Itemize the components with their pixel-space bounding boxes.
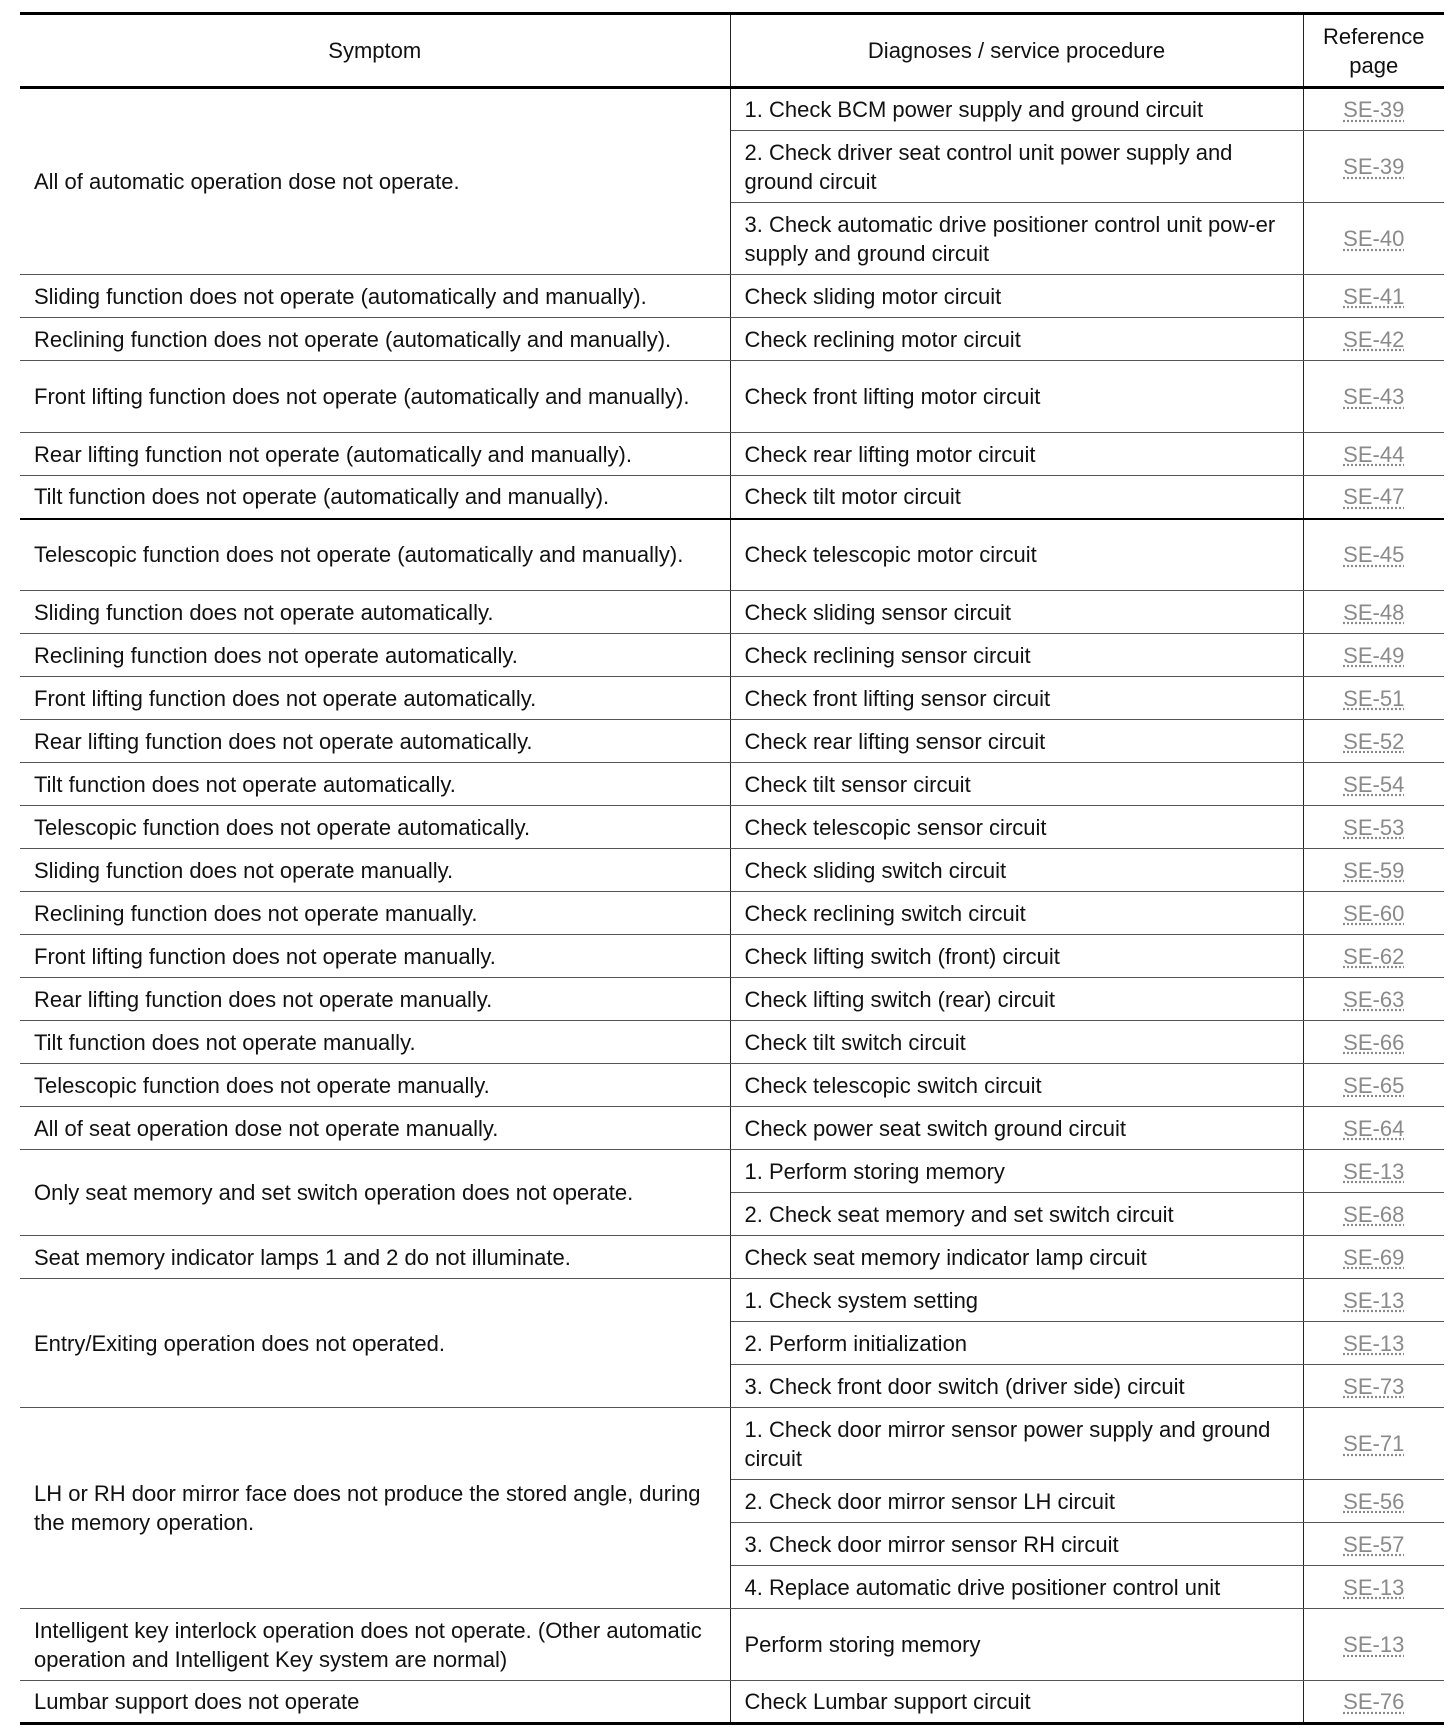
reference-link[interactable]: SE-69	[1343, 1244, 1405, 1270]
symptom-cell: Rear lifting function does not operate automatically.	[20, 720, 730, 763]
symptom-cell: Telescopic function does not operate (automatically and manually).	[20, 519, 730, 591]
table-row	[20, 361, 1444, 433]
reference-cell	[1303, 677, 1444, 720]
reference-cell	[1303, 275, 1444, 318]
reference-cell	[1303, 1193, 1444, 1236]
procedure-cell: 3. Check front door switch (driver side) circuit	[730, 1365, 1303, 1408]
procedure-cell: Check sliding switch circuit	[730, 849, 1303, 892]
symptom-cell: Entry/Exiting operation does not operated.	[20, 1279, 730, 1408]
table-row	[20, 318, 1444, 361]
reference-cell	[1303, 203, 1444, 275]
reference-cell	[1303, 634, 1444, 677]
symptom-cell: Front lifting function does not operate automatically.	[20, 677, 730, 720]
reference-link[interactable]: SE-13	[1343, 1287, 1405, 1313]
procedure-cell: Check seat memory indicator lamp circuit	[730, 1236, 1303, 1279]
symptom-cell: Tilt function does not operate (automatically and manually).	[20, 476, 730, 519]
header-symptom: Symptom	[20, 14, 730, 88]
reference-cell	[1303, 1609, 1444, 1681]
reference-link[interactable]: SE-68	[1343, 1201, 1405, 1227]
symptom-cell: Sliding function does not operate manually.	[20, 849, 730, 892]
reference-link[interactable]: SE-13	[1343, 1574, 1405, 1600]
procedure-cell: Check telescopic sensor circuit	[730, 806, 1303, 849]
symptom-cell: Seat memory indicator lamps 1 and 2 do not illuminate.	[20, 1236, 730, 1279]
reference-link[interactable]: SE-45	[1343, 542, 1405, 568]
procedure-cell: Check rear lifting sensor circuit	[730, 720, 1303, 763]
reference-cell	[1303, 433, 1444, 476]
symptom-cell: Telescopic function does not operate manually.	[20, 1064, 730, 1107]
procedure-cell: Check power seat switch ground circuit	[730, 1107, 1303, 1150]
reference-cell	[1303, 1566, 1444, 1609]
diagnosis-table	[20, 12, 1444, 1725]
table-row	[20, 476, 1444, 519]
reference-link[interactable]: SE-76	[1343, 1689, 1405, 1714]
reference-cell	[1303, 978, 1444, 1021]
table-row	[20, 275, 1444, 318]
table-row	[20, 720, 1444, 763]
reference-link[interactable]: SE-48	[1343, 599, 1405, 625]
procedure-cell: Check front lifting motor circuit	[730, 361, 1303, 433]
reference-link[interactable]: SE-13	[1343, 1632, 1405, 1657]
table-row	[20, 892, 1444, 935]
table-row	[20, 88, 1444, 131]
reference-link[interactable]: SE-57	[1343, 1531, 1405, 1557]
reference-link[interactable]: SE-71	[1343, 1431, 1405, 1456]
procedure-cell: Check rear lifting motor circuit	[730, 433, 1303, 476]
table-row	[20, 1064, 1444, 1107]
reference-link[interactable]: SE-59	[1343, 857, 1405, 883]
reference-cell	[1303, 1107, 1444, 1150]
procedure-cell: Check telescopic switch circuit	[730, 1064, 1303, 1107]
reference-cell	[1303, 476, 1444, 519]
symptom-cell: Reclining function does not operate manually.	[20, 892, 730, 935]
symptom-cell: Sliding function does not operate (automatically and manually).	[20, 275, 730, 318]
procedure-cell: Check reclining switch circuit	[730, 892, 1303, 935]
procedure-cell: Check tilt switch circuit	[730, 1021, 1303, 1064]
reference-link[interactable]: SE-65	[1343, 1072, 1405, 1098]
symptom-cell: Tilt function does not operate manually.	[20, 1021, 730, 1064]
table-row	[20, 1609, 1444, 1681]
reference-link[interactable]: SE-53	[1343, 814, 1405, 840]
table-row	[20, 1408, 1444, 1480]
table-row	[20, 634, 1444, 677]
reference-link[interactable]: SE-52	[1343, 728, 1405, 754]
reference-link[interactable]: SE-47	[1343, 484, 1405, 510]
procedure-cell: Check tilt motor circuit	[730, 476, 1303, 519]
reference-cell	[1303, 1322, 1444, 1365]
symptom-cell: All of seat operation dose not operate manually.	[20, 1107, 730, 1150]
reference-cell	[1303, 88, 1444, 131]
reference-cell	[1303, 935, 1444, 978]
symptom-cell: Front lifting function does not operate (automatically and manually).	[20, 361, 730, 433]
symptom-cell: Intelligent key interlock operation does not operate. (Other automatic operation and Intelligent Key system are normal)	[20, 1609, 730, 1681]
reference-link[interactable]: SE-63	[1343, 986, 1405, 1012]
table-row	[20, 935, 1444, 978]
table-row	[20, 1236, 1444, 1279]
table-row	[20, 1279, 1444, 1322]
reference-cell	[1303, 1064, 1444, 1107]
reference-link[interactable]: SE-51	[1343, 685, 1405, 711]
procedure-cell: 1. Check BCM power supply and ground circuit	[730, 88, 1303, 131]
reference-link[interactable]: SE-39	[1343, 97, 1405, 122]
reference-cell	[1303, 131, 1444, 203]
reference-link[interactable]: SE-56	[1343, 1488, 1405, 1514]
reference-cell	[1303, 1279, 1444, 1322]
procedure-cell: 2. Check driver seat control unit power supply and ground circuit	[730, 131, 1303, 203]
reference-cell	[1303, 1523, 1444, 1566]
reference-link[interactable]: SE-64	[1343, 1115, 1405, 1141]
procedure-cell: Check reclining motor circuit	[730, 318, 1303, 361]
reference-link[interactable]: SE-49	[1343, 642, 1405, 668]
procedure-cell: Check sliding motor circuit	[730, 275, 1303, 318]
procedure-cell: Check front lifting sensor circuit	[730, 677, 1303, 720]
table-row	[20, 806, 1444, 849]
procedure-cell: Check reclining sensor circuit	[730, 634, 1303, 677]
symptom-cell: Rear lifting function not operate (automatically and manually).	[20, 433, 730, 476]
symptom-cell: All of automatic operation dose not operate.	[20, 88, 730, 275]
header-procedure: Diagnoses / service procedure	[730, 14, 1303, 88]
procedure-cell: Check sliding sensor circuit	[730, 591, 1303, 634]
symptom-cell: Reclining function does not operate (automatically and manually).	[20, 318, 730, 361]
reference-link[interactable]: SE-66	[1343, 1029, 1405, 1055]
procedure-cell: 3. Check door mirror sensor RH circuit	[730, 1523, 1303, 1566]
symptom-cell: Reclining function does not operate automatically.	[20, 634, 730, 677]
header-reference: Reference page	[1303, 14, 1444, 88]
reference-link[interactable]: SE-60	[1343, 900, 1405, 926]
symptom-cell: Telescopic function does not operate automatically.	[20, 806, 730, 849]
procedure-cell: 1. Check system setting	[730, 1279, 1303, 1322]
reference-link[interactable]: SE-43	[1343, 384, 1405, 409]
reference-cell	[1303, 720, 1444, 763]
reference-cell	[1303, 1236, 1444, 1279]
procedure-cell: 1. Check door mirror sensor power supply and ground circuit	[730, 1408, 1303, 1480]
reference-link[interactable]: SE-54	[1343, 771, 1405, 797]
symptom-cell: Tilt function does not operate automatically.	[20, 763, 730, 806]
reference-cell	[1303, 849, 1444, 892]
symptom-cell: Only seat memory and set switch operation does not operate.	[20, 1150, 730, 1236]
table-row	[20, 1681, 1444, 1724]
procedure-cell: 3. Check automatic drive positioner control unit pow-er supply and ground circuit	[730, 203, 1303, 275]
table-row	[20, 978, 1444, 1021]
reference-cell	[1303, 892, 1444, 935]
reference-cell	[1303, 763, 1444, 806]
reference-cell	[1303, 806, 1444, 849]
reference-link[interactable]: SE-62	[1343, 943, 1405, 969]
reference-cell	[1303, 1480, 1444, 1523]
reference-link[interactable]: SE-39	[1343, 154, 1405, 179]
reference-cell	[1303, 519, 1444, 591]
procedure-cell: Perform storing memory	[730, 1609, 1303, 1681]
table-row	[20, 849, 1444, 892]
table-row	[20, 1021, 1444, 1064]
reference-cell	[1303, 1408, 1444, 1480]
reference-link[interactable]: SE-40	[1343, 226, 1405, 251]
reference-link[interactable]: SE-44	[1343, 441, 1405, 467]
reference-cell	[1303, 318, 1444, 361]
reference-cell	[1303, 1150, 1444, 1193]
reference-link[interactable]: SE-13	[1343, 1158, 1405, 1184]
procedure-cell: 1. Perform storing memory	[730, 1150, 1303, 1193]
symptom-cell: Front lifting function does not operate manually.	[20, 935, 730, 978]
procedure-cell: 2. Check door mirror sensor LH circuit	[730, 1480, 1303, 1523]
table-row	[20, 677, 1444, 720]
symptom-cell: Lumbar support does not operate	[20, 1681, 730, 1724]
procedure-cell: Check lifting switch (rear) circuit	[730, 978, 1303, 1021]
procedure-cell: Check Lumbar support circuit	[730, 1681, 1303, 1724]
procedure-cell: 2. Check seat memory and set switch circuit	[730, 1193, 1303, 1236]
symptom-cell: LH or RH door mirror face does not produce the stored angle, during the memory operation.	[20, 1408, 730, 1609]
table-row	[20, 763, 1444, 806]
reference-link[interactable]: SE-13	[1343, 1330, 1405, 1356]
reference-link[interactable]: SE-73	[1343, 1373, 1405, 1399]
symptom-cell: Sliding function does not operate automatically.	[20, 591, 730, 634]
table-row	[20, 591, 1444, 634]
reference-cell	[1303, 1365, 1444, 1408]
procedure-cell: Check lifting switch (front) circuit	[730, 935, 1303, 978]
reference-link[interactable]: SE-41	[1343, 283, 1405, 309]
reference-cell	[1303, 1021, 1444, 1064]
reference-cell	[1303, 1681, 1444, 1724]
table-row	[20, 433, 1444, 476]
table-row	[20, 519, 1444, 591]
procedure-cell: 4. Replace automatic drive positioner control unit	[730, 1566, 1303, 1609]
symptom-cell: Rear lifting function does not operate manually.	[20, 978, 730, 1021]
table-row	[20, 1150, 1444, 1193]
reference-link[interactable]: SE-42	[1343, 326, 1405, 352]
reference-cell	[1303, 361, 1444, 433]
procedure-cell: Check telescopic motor circuit	[730, 519, 1303, 591]
procedure-cell: Check tilt sensor circuit	[730, 763, 1303, 806]
procedure-cell: 2. Perform initialization	[730, 1322, 1303, 1365]
table-header-row	[20, 14, 1444, 88]
reference-cell	[1303, 591, 1444, 634]
table-row	[20, 1107, 1444, 1150]
